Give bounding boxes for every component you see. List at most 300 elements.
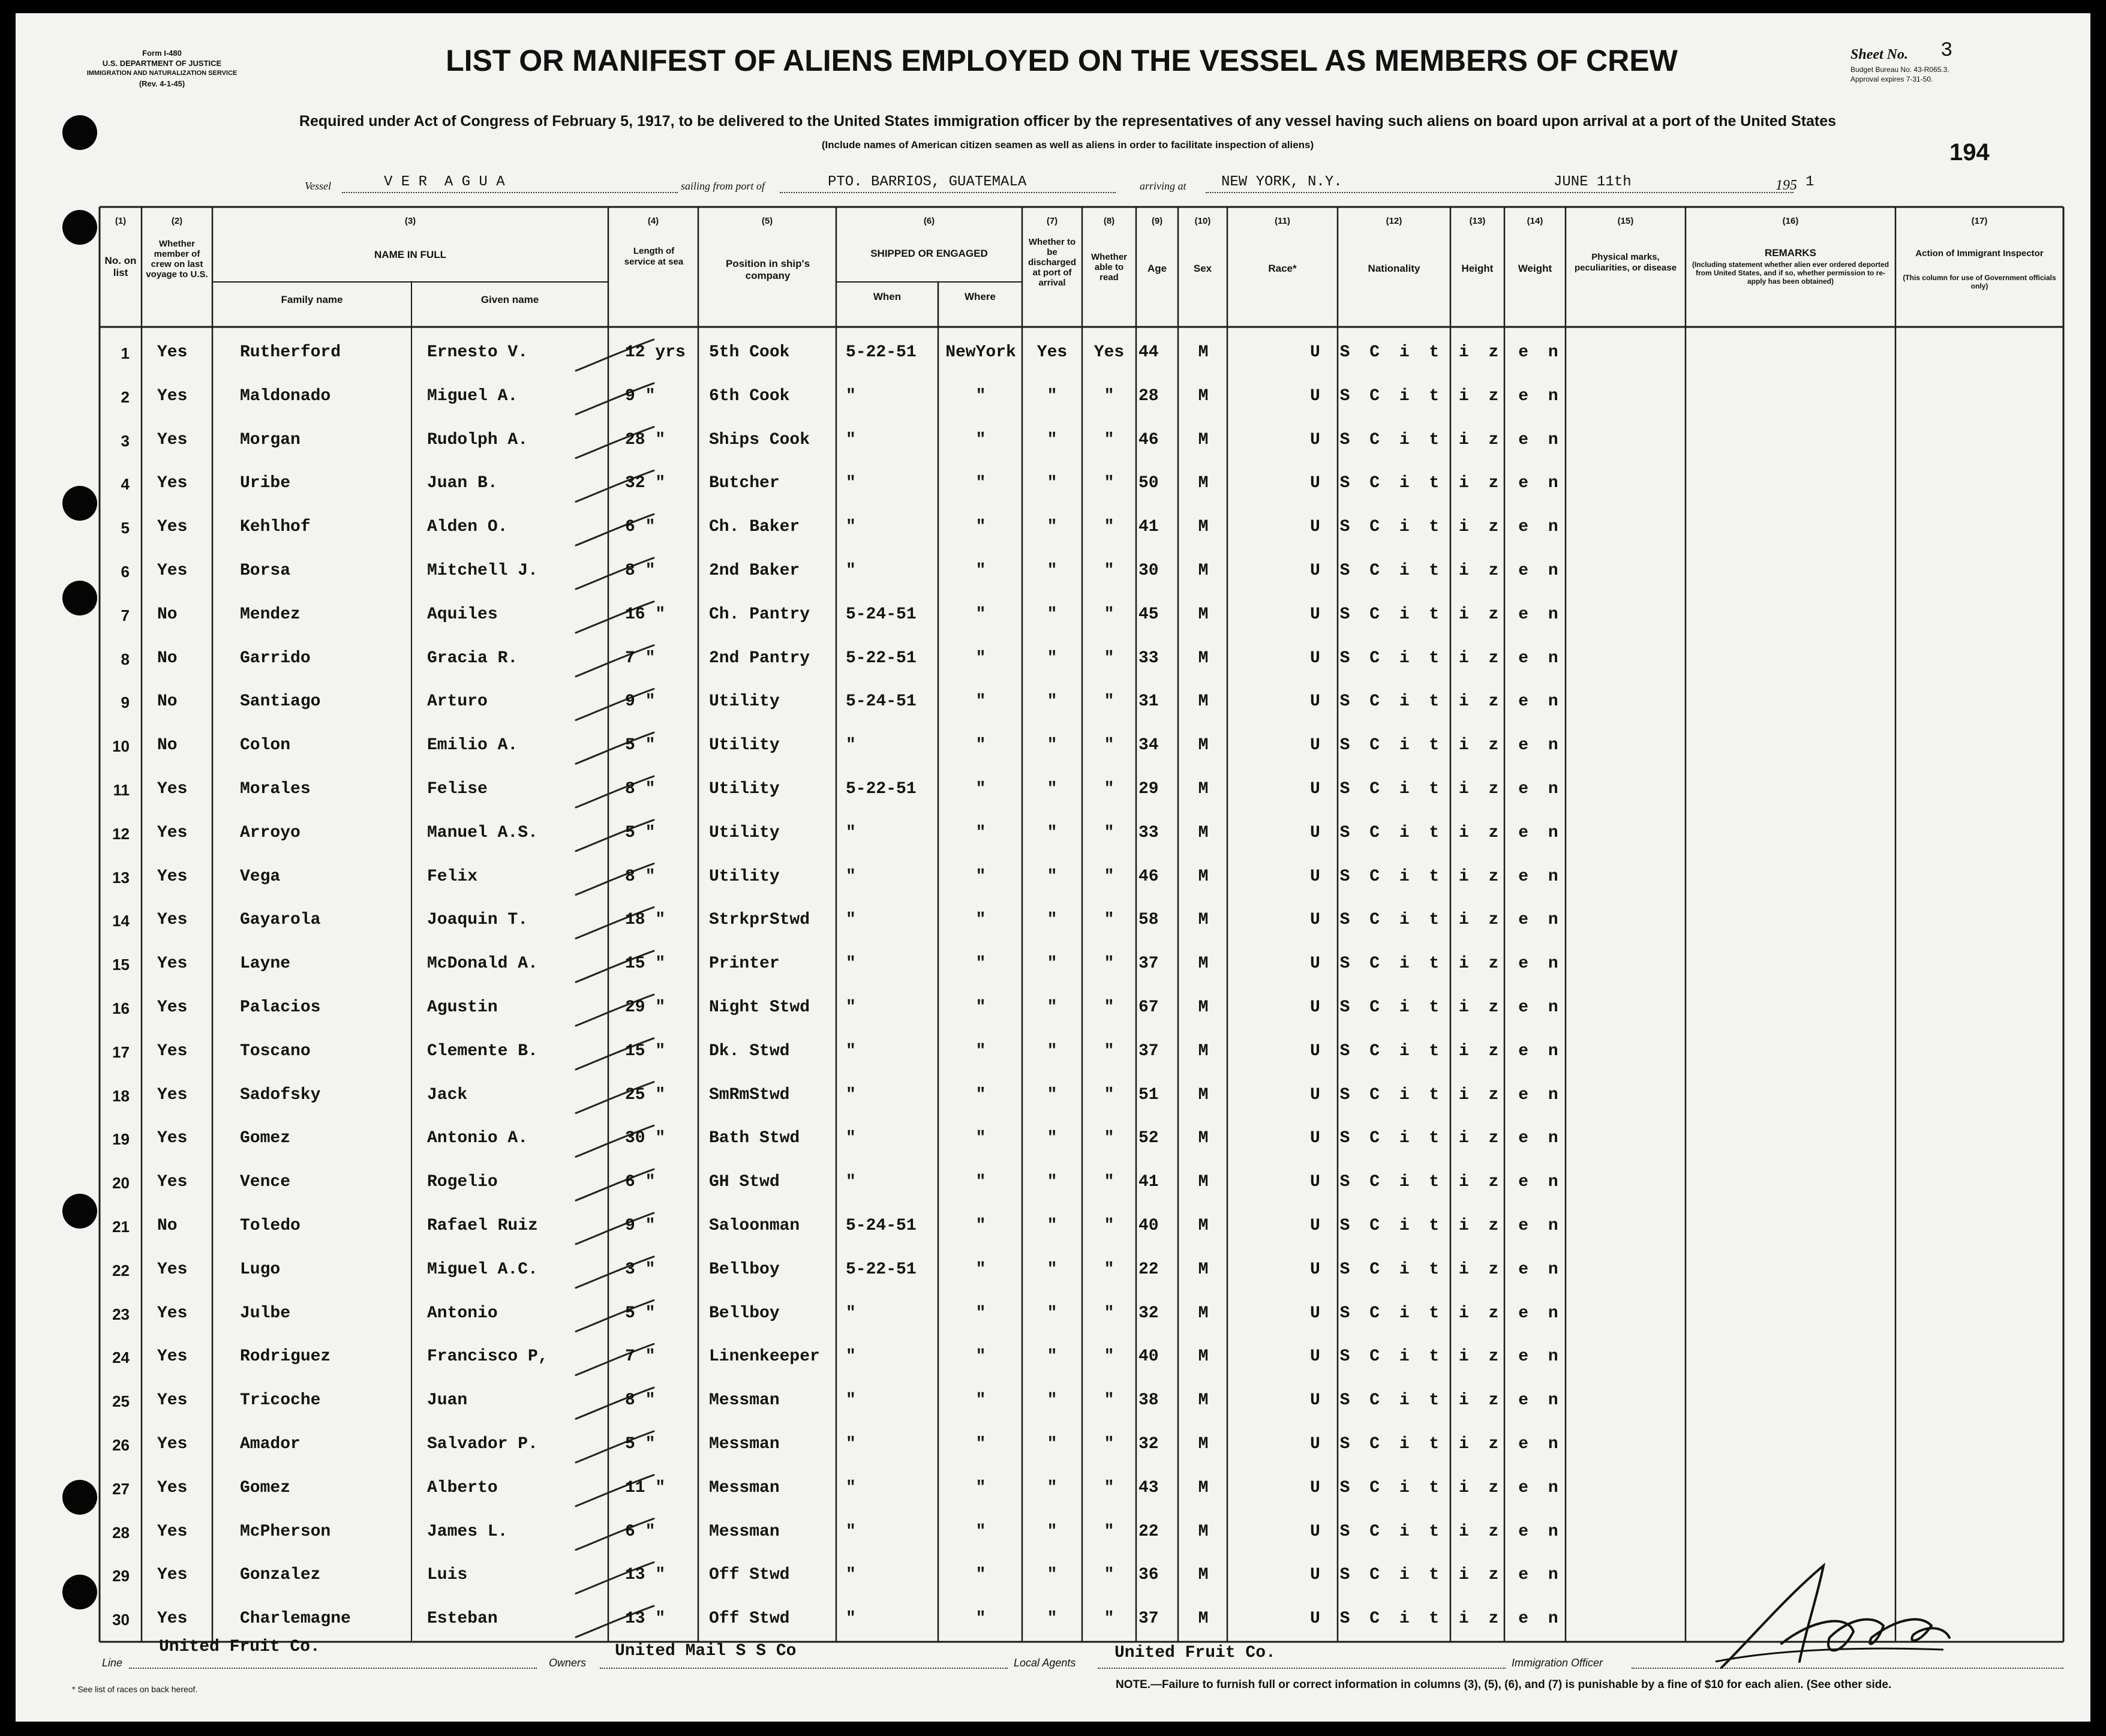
- col-shipped-header: SHIPPED OR ENGAGED: [870, 248, 988, 259]
- cell-sex: M: [1198, 605, 1209, 624]
- cell-where: ": [975, 1391, 986, 1410]
- cell-prev-voyage: No: [157, 736, 178, 755]
- cell-where: ": [975, 386, 986, 406]
- col-sex-number: (10): [1194, 216, 1211, 226]
- cell-when: 5-22-51: [846, 780, 917, 798]
- cell-given-name: Juan B.: [427, 474, 498, 493]
- cell-sex: M: [1198, 1085, 1209, 1104]
- cell-read: ": [1104, 605, 1114, 624]
- cell-when: ": [846, 1041, 856, 1061]
- cell-prev-voyage: Yes: [157, 1260, 188, 1279]
- cell-sex: M: [1198, 1566, 1209, 1585]
- cell-where: ": [975, 648, 986, 668]
- cell-read: ": [1104, 780, 1114, 798]
- cell-discharge: ": [1047, 954, 1057, 974]
- col-name-number: (3): [404, 216, 416, 226]
- cell-given-name: Arturo: [427, 692, 488, 711]
- approval-expiry: Approval expires 7-31-50.: [1850, 75, 1933, 83]
- cell-age: 50: [1138, 474, 1159, 493]
- col-action-subheader: (This column for use of Government officials only): [1903, 274, 2056, 290]
- cell-family-name: Charlemagne: [240, 1609, 351, 1629]
- cell-sex: M: [1198, 1303, 1209, 1323]
- cell-where: ": [975, 998, 986, 1017]
- cell-family-name: Garrido: [240, 648, 311, 668]
- cell-family-name: Gomez: [240, 1129, 291, 1148]
- col-shipped-number: (6): [923, 216, 935, 226]
- cell-when: 5-22-51: [846, 648, 917, 668]
- row-number: 10: [112, 737, 130, 756]
- cell-sex: M: [1198, 474, 1209, 493]
- cell-service: 15 ": [625, 954, 666, 974]
- row-number: 6: [121, 563, 130, 581]
- cell-sex: M: [1198, 954, 1209, 974]
- cell-given-name: Felix: [427, 867, 478, 886]
- cell-service: 5 ": [625, 1435, 656, 1453]
- form-revision: (Rev. 4-1-45): [139, 79, 185, 88]
- col-prev-number: (2): [171, 216, 183, 226]
- cell-read: ": [1104, 1347, 1114, 1366]
- cell-discharge: ": [1047, 1435, 1057, 1453]
- cell-citizenship: U S C i t i z e n: [1310, 998, 1563, 1017]
- cell-read: ": [1104, 561, 1114, 580]
- cell-family-name: Sadofsky: [240, 1085, 321, 1104]
- cell-position: Utility: [709, 867, 780, 886]
- cell-given-name: Alden O.: [427, 518, 508, 537]
- officer-underline: [1632, 1668, 2063, 1669]
- cell-citizenship: U S C i t i z e n: [1310, 1129, 1563, 1148]
- cell-given-name: Antonio: [427, 1303, 498, 1323]
- cell-where: ": [975, 736, 986, 755]
- row-number: 14: [112, 912, 130, 930]
- cell-read: ": [1104, 1260, 1114, 1279]
- vessel-name: V E R A G U A: [384, 174, 505, 190]
- budget-bureau: Budget Bureau No. 43-R065.3.: [1850, 65, 1949, 74]
- col-no-number: (1): [115, 216, 127, 226]
- row-number: 29: [112, 1567, 130, 1585]
- cell-family-name: McPherson: [240, 1522, 331, 1541]
- cell-citizenship: U S C i t i z e n: [1310, 561, 1563, 580]
- cell-citizenship: U S C i t i z e n: [1310, 911, 1563, 930]
- cell-position: Saloonman: [709, 1217, 800, 1235]
- cell-given-name: Jack: [427, 1085, 468, 1104]
- cell-citizenship: U S C i t i z e n: [1310, 692, 1563, 711]
- cell-service: 7 ": [625, 1347, 656, 1366]
- cell-position: Messman: [709, 1435, 780, 1453]
- cell-family-name: Arroyo: [240, 823, 301, 842]
- col-action-number: (17): [1971, 216, 1988, 226]
- agency-name: U.S. DEPARTMENT OF JUSTICE: [102, 59, 222, 68]
- cell-age: 67: [1138, 998, 1159, 1017]
- cell-given-name: Clemente B.: [427, 1041, 538, 1061]
- cell-family-name: Lugo: [240, 1260, 281, 1279]
- row-number: 15: [112, 956, 130, 974]
- cell-age: 28: [1138, 386, 1159, 406]
- cell-position: Messman: [709, 1522, 780, 1541]
- cell-where: ": [975, 1435, 986, 1453]
- cell-citizenship: U S C i t i z e n: [1310, 736, 1563, 755]
- cell-service: 9 ": [625, 386, 656, 406]
- cell-service: 30 ": [625, 1129, 666, 1148]
- cell-when: ": [846, 474, 856, 493]
- cell-when: ": [846, 1478, 856, 1497]
- cell-family-name: Colon: [240, 736, 291, 755]
- cell-sex: M: [1198, 1129, 1209, 1148]
- cell-citizenship: U S C i t i z e n: [1310, 1041, 1563, 1061]
- cell-family-name: Borsa: [240, 561, 291, 580]
- cell-discharge: Yes: [1037, 343, 1068, 362]
- cell-when: ": [846, 1085, 856, 1104]
- cell-position: Dk. Stwd: [709, 1041, 790, 1061]
- cell-sex: M: [1198, 1347, 1209, 1366]
- cell-service: 6 ": [625, 1522, 656, 1541]
- col-sex-header: Sex: [1193, 263, 1212, 274]
- cell-where: ": [975, 823, 986, 842]
- cell-position: 6th Cook: [709, 386, 790, 406]
- cell-sex: M: [1198, 1435, 1209, 1453]
- col-height-number: (13): [1469, 216, 1486, 226]
- cell-age: 51: [1138, 1085, 1159, 1104]
- cell-given-name: Felise: [427, 780, 488, 798]
- line-value: United Fruit Co.: [159, 1638, 320, 1656]
- cell-service: 25 ": [625, 1085, 666, 1104]
- cell-prev-voyage: Yes: [157, 1609, 188, 1629]
- cell-family-name: Morales: [240, 780, 311, 798]
- cell-prev-voyage: Yes: [157, 386, 188, 406]
- col-remarks-subheader: (Including statement whether alien ever ordered deported from United States, and if so, whether permission to re-apply has been obtained): [1692, 260, 1889, 286]
- col-when-header: When: [873, 291, 902, 302]
- cell-position: StrkprStwd: [709, 911, 810, 930]
- cell-service: 6 ": [625, 1173, 656, 1192]
- cell-citizenship: U S C i t i z e n: [1310, 780, 1563, 798]
- cell-where: ": [975, 1085, 986, 1104]
- cell-position: Messman: [709, 1478, 780, 1497]
- cell-service: 11 ": [625, 1478, 666, 1497]
- cell-service: 16 ": [625, 605, 666, 624]
- cell-age: 36: [1138, 1566, 1159, 1585]
- cell-sex: M: [1198, 1522, 1209, 1541]
- cell-citizenship: U S C i t i z e n: [1310, 605, 1563, 624]
- cell-where: ": [975, 605, 986, 624]
- cell-where: ": [975, 1522, 986, 1541]
- cell-given-name: Joaquin T.: [427, 911, 528, 930]
- cell-age: 32: [1138, 1435, 1159, 1453]
- cell-service: 13 ": [625, 1566, 666, 1585]
- cell-position: Messman: [709, 1391, 780, 1410]
- cell-discharge: ": [1047, 1303, 1057, 1323]
- cell-family-name: Gayarola: [240, 911, 321, 930]
- cell-prev-voyage: Yes: [157, 343, 188, 362]
- agents-value: United Fruit Co.: [1114, 1644, 1276, 1662]
- cell-sex: M: [1198, 561, 1209, 580]
- cell-given-name: Gracia R.: [427, 648, 518, 668]
- cell-discharge: ": [1047, 692, 1057, 711]
- cell-prev-voyage: Yes: [157, 561, 188, 580]
- col-nationality-header: Nationality: [1368, 263, 1420, 274]
- cell-when: 5-22-51: [846, 1260, 917, 1279]
- cell-when: ": [846, 867, 856, 886]
- cell-discharge: ": [1047, 430, 1057, 449]
- cell-discharge: ": [1047, 561, 1057, 580]
- cell-read: ": [1104, 1522, 1114, 1541]
- cell-when: ": [846, 911, 856, 930]
- cell-sex: M: [1198, 1217, 1209, 1235]
- cell-prev-voyage: Yes: [157, 867, 188, 886]
- cell-age: 22: [1138, 1260, 1159, 1279]
- cell-read: ": [1104, 386, 1114, 406]
- cell-read: ": [1104, 692, 1114, 711]
- cell-sex: M: [1198, 386, 1209, 406]
- cell-family-name: Gomez: [240, 1478, 291, 1497]
- row-number: 23: [112, 1305, 130, 1323]
- cell-where: ": [975, 1478, 986, 1497]
- cell-family-name: Layne: [240, 954, 291, 974]
- owners-label: Owners: [549, 1657, 587, 1669]
- cell-prev-voyage: Yes: [157, 1347, 188, 1366]
- cell-family-name: Palacios: [240, 998, 321, 1017]
- cell-read: ": [1104, 954, 1114, 974]
- cell-when: 5-24-51: [846, 1217, 917, 1235]
- cell-prev-voyage: Yes: [157, 998, 188, 1017]
- cell-sex: M: [1198, 1041, 1209, 1061]
- arriving-label: arriving at: [1140, 180, 1186, 192]
- cell-where: ": [975, 911, 986, 930]
- cell-position: Utility: [709, 736, 780, 755]
- cell-read: ": [1104, 648, 1114, 668]
- cell-position: Utility: [709, 823, 780, 842]
- cell-discharge: ": [1047, 823, 1057, 842]
- col-remarks-number: (16): [1782, 216, 1799, 226]
- cell-discharge: ": [1047, 911, 1057, 930]
- row-number: 9: [121, 693, 130, 712]
- cell-citizenship: U S C i t i z e n: [1310, 1260, 1563, 1279]
- cell-family-name: Vega: [240, 867, 281, 886]
- cell-sex: M: [1198, 343, 1209, 362]
- cell-when: ": [846, 1435, 856, 1453]
- cell-prev-voyage: Yes: [157, 1435, 188, 1453]
- cell-position: Ch. Pantry: [709, 605, 810, 624]
- cell-read: ": [1104, 430, 1114, 449]
- cell-citizenship: U S C i t i z e n: [1310, 1609, 1563, 1629]
- penalty-note: NOTE.—Failure to furnish full or correct information in columns (3), (5), (6), and (7) is punishable by a fine of $10 for each alien. (See other side.: [1116, 1678, 1892, 1691]
- cell-prev-voyage: Yes: [157, 1041, 188, 1061]
- col-marks-header: Physical marks, peculiarities, or disease: [1574, 252, 1677, 273]
- cell-where: ": [975, 1129, 986, 1148]
- cell-service: 8 ": [625, 1391, 656, 1410]
- sailing-label: sailing from port of: [681, 180, 765, 192]
- cell-position: Ships Cook: [709, 430, 810, 449]
- cell-citizenship: U S C i t i z e n: [1310, 386, 1563, 406]
- col-weight-number: (14): [1527, 216, 1543, 226]
- cell-when: ": [846, 1609, 856, 1629]
- col-position-header: Position in ship's company: [725, 258, 810, 281]
- cell-read: ": [1104, 911, 1114, 930]
- cell-when: ": [846, 1391, 856, 1410]
- row-number: 28: [112, 1523, 130, 1542]
- col-weight-header: Weight: [1518, 263, 1552, 274]
- page-subtitle: Required under Act of Congress of February 5, 1917, to be delivered to the United States immigration officer by the representatives of any vessel having such aliens on board upon arrival at a port of the United States: [299, 113, 1837, 130]
- cell-age: 46: [1138, 867, 1159, 886]
- col-where-header: Where: [965, 291, 996, 302]
- cell-sex: M: [1198, 1391, 1209, 1410]
- row-number: 27: [112, 1479, 130, 1498]
- cell-citizenship: U S C i t i z e n: [1310, 518, 1563, 537]
- cell-position: GH Stwd: [709, 1173, 780, 1192]
- year-suffix: 1: [1805, 174, 1814, 190]
- cell-given-name: McDonald A.: [427, 954, 538, 974]
- cell-read: ": [1104, 1173, 1114, 1192]
- cell-given-name: Rafael Ruiz: [427, 1217, 538, 1235]
- row-number: 4: [121, 475, 130, 494]
- line-underline: [129, 1668, 537, 1669]
- cell-sex: M: [1198, 736, 1209, 755]
- cell-age: 33: [1138, 648, 1159, 668]
- cell-when: 5-24-51: [846, 692, 917, 711]
- cell-citizenship: U S C i t i z e n: [1310, 1303, 1563, 1323]
- agency-division: IMMIGRATION AND NATURALIZATION SERVICE: [86, 70, 238, 77]
- owners-underline: [600, 1668, 1008, 1669]
- cell-family-name: Tricoche: [240, 1391, 321, 1410]
- cell-when: ": [846, 736, 856, 755]
- cell-where: ": [975, 954, 986, 974]
- vessel-label: Vessel: [305, 180, 331, 192]
- cell-service: 13 ": [625, 1609, 666, 1629]
- cell-position: Off Stwd: [709, 1566, 790, 1585]
- cell-position: Ch. Baker: [709, 518, 800, 537]
- cell-when: ": [846, 1173, 856, 1192]
- page-number: 194: [1949, 139, 1990, 166]
- sheet-number: 3: [1940, 40, 1953, 62]
- col-discharge-number: (7): [1046, 216, 1058, 226]
- cell-where: ": [975, 1609, 986, 1629]
- cell-service: 18 ": [625, 911, 666, 930]
- cell-discharge: ": [1047, 736, 1057, 755]
- col-age-number: (9): [1151, 216, 1163, 226]
- cell-prev-voyage: Yes: [157, 1085, 188, 1104]
- cell-read: ": [1104, 1435, 1114, 1453]
- row-number: 5: [121, 519, 130, 537]
- cell-position: SmRmStwd: [709, 1085, 790, 1104]
- cell-age: 37: [1138, 1609, 1159, 1629]
- cell-prev-voyage: Yes: [157, 780, 188, 798]
- cell-sex: M: [1198, 692, 1209, 711]
- sheet-number-label: Sheet No.: [1850, 47, 1908, 62]
- cell-discharge: ": [1047, 1085, 1057, 1104]
- cell-discharge: ": [1047, 1347, 1057, 1366]
- cell-where: ": [975, 1260, 986, 1279]
- col-name-header: NAME IN FULL: [374, 249, 446, 260]
- cell-discharge: ": [1047, 1391, 1057, 1410]
- cell-given-name: Aquiles: [427, 605, 498, 624]
- col-race-header: Race*: [1268, 263, 1297, 274]
- cell-position: Printer: [709, 954, 780, 974]
- cell-citizenship: U S C i t i z e n: [1310, 343, 1563, 362]
- cell-position: Night Stwd: [709, 998, 810, 1017]
- col-remarks-header: REMARKS: [1765, 247, 1816, 259]
- cell-age: 37: [1138, 954, 1159, 974]
- cell-given-name: Luis: [427, 1566, 468, 1585]
- cell-where: ": [975, 1303, 986, 1323]
- cell-discharge: ": [1047, 648, 1057, 668]
- cell-discharge: ": [1047, 1478, 1057, 1497]
- cell-where: ": [975, 518, 986, 537]
- row-number: 2: [121, 388, 130, 406]
- cell-read: ": [1104, 736, 1114, 755]
- cell-discharge: ": [1047, 1173, 1057, 1192]
- cell-given-name: Ernesto V.: [427, 343, 528, 362]
- cell-discharge: ": [1047, 518, 1057, 537]
- cell-age: 40: [1138, 1217, 1159, 1235]
- cell-position: Butcher: [709, 474, 780, 493]
- row-number: 22: [112, 1261, 130, 1280]
- line-label: Line: [102, 1657, 123, 1669]
- cell-read: ": [1104, 1085, 1114, 1104]
- cell-when: ": [846, 1303, 856, 1323]
- cell-discharge: ": [1047, 998, 1057, 1017]
- cell-age: 58: [1138, 911, 1159, 930]
- cell-age: 46: [1138, 430, 1159, 449]
- cell-age: 38: [1138, 1391, 1159, 1410]
- cell-read: ": [1104, 474, 1114, 493]
- cell-age: 29: [1138, 780, 1159, 798]
- cell-sex: M: [1198, 430, 1209, 449]
- cell-prev-voyage: Yes: [157, 1522, 188, 1541]
- col-height-header: Height: [1461, 263, 1494, 274]
- cell-given-name: Esteban: [427, 1609, 498, 1629]
- cell-prev-voyage: Yes: [157, 1173, 188, 1192]
- row-number: 16: [112, 999, 130, 1017]
- cell-prev-voyage: Yes: [157, 1478, 188, 1497]
- col-family-header: Family name: [281, 294, 343, 305]
- cell-where: NewYork: [945, 343, 1016, 362]
- cell-citizenship: U S C i t i z e n: [1310, 1566, 1563, 1585]
- cell-age: 40: [1138, 1347, 1159, 1366]
- cell-when: ": [846, 1347, 856, 1366]
- cell-where: ": [975, 561, 986, 580]
- row-number: 8: [121, 650, 130, 668]
- cell-prev-voyage: Yes: [157, 1303, 188, 1323]
- cell-discharge: ": [1047, 474, 1057, 493]
- cell-when: 5-22-51: [846, 343, 917, 362]
- cell-when: ": [846, 998, 856, 1017]
- page-subnote: (Include names of American citizen seamen as well as aliens in order to facilitate inspection of aliens): [821, 139, 1314, 151]
- cell-where: ": [975, 1173, 986, 1192]
- cell-citizenship: U S C i t i z e n: [1310, 474, 1563, 493]
- arrival-date: JUNE 11th: [1554, 174, 1632, 190]
- cell-age: 32: [1138, 1303, 1159, 1323]
- cell-where: ": [975, 474, 986, 493]
- cell-when: 5-24-51: [846, 605, 917, 624]
- year-prefix: 195: [1775, 178, 1797, 193]
- cell-citizenship: U S C i t i z e n: [1310, 823, 1563, 842]
- cell-position: Bellboy: [709, 1260, 780, 1279]
- cell-age: 31: [1138, 692, 1159, 711]
- cell-where: ": [975, 1347, 986, 1366]
- cell-discharge: ": [1047, 1566, 1057, 1585]
- col-nationality-number: (12): [1386, 216, 1402, 226]
- cell-position: 2nd Pantry: [709, 648, 810, 668]
- col-age-header: Age: [1147, 263, 1167, 274]
- cell-when: ": [846, 386, 856, 406]
- cell-prev-voyage: No: [157, 1217, 178, 1235]
- cell-given-name: Juan: [427, 1391, 468, 1410]
- cell-sex: M: [1198, 823, 1209, 842]
- cell-position: 2nd Baker: [709, 561, 800, 580]
- row-number: 19: [112, 1130, 130, 1149]
- cell-sex: M: [1198, 1173, 1209, 1192]
- cell-given-name: Rudolph A.: [427, 430, 528, 449]
- cell-service: 28 ": [625, 430, 666, 449]
- cell-family-name: Vence: [240, 1173, 291, 1192]
